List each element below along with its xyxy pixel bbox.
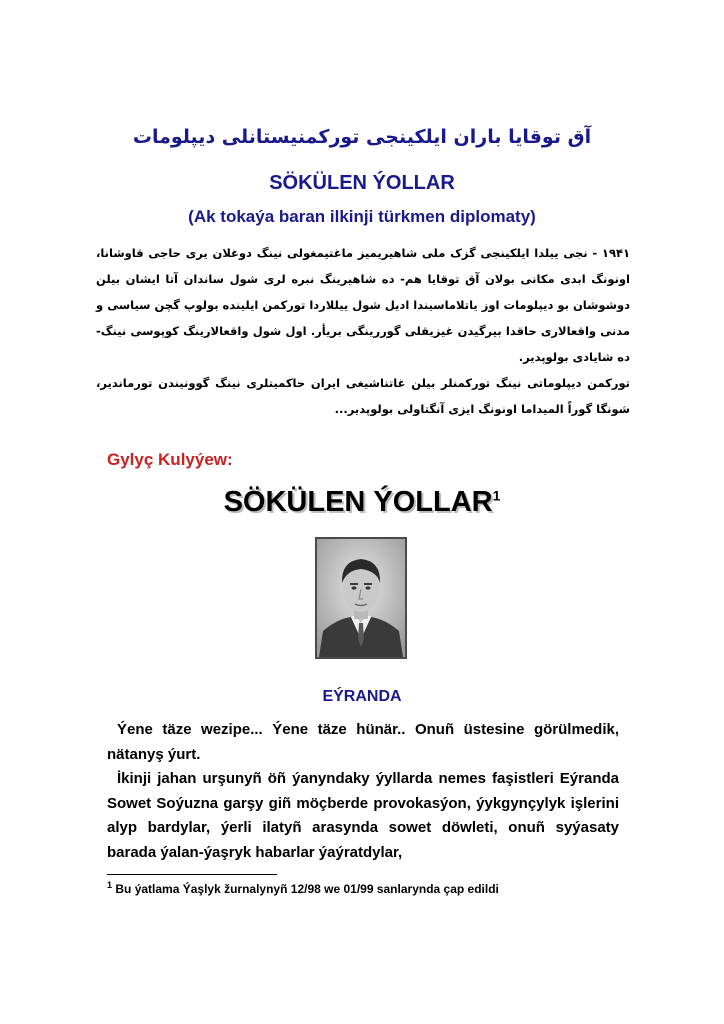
- body-paragraph-1: Ýene täze wezipe... Ýene täze hünär.. Onuñ üstesine görülmedik, nätanyş ýurt.: [107, 721, 619, 763]
- arabic-intro-paragraph-1: ١٩۴١ - نجى ييلدا ايلكينجى گزک ملی شاهيريميز ماغتيمغولى نينگ دوغلان يرى حاجى قاوشانا، اونونگ ابدى مکانی بولان آق توقايا هم- ده شاهيرينگ نبره لرى شول ساندان آتا ايشان بيلن دوشوشان بو ديپلومات اوز ياتلاماسيندا اديل شول ييللاردا توركمن ايلينده بولوپ گچن سياسى و مدنى واقعالارى حاقدا بيرگيدن غيزيقلى گوررينگى بريأر. اول شول واقعالارينگ کوپوسى نينگ- ده شايادى بولوپدير.: [96, 246, 630, 364]
- arabic-intro: [96, 240, 630, 422]
- page-title: SÖKÜLEN ÝOLLAR: [269, 172, 455, 194]
- portrait-photo: [315, 537, 407, 659]
- section-heading: EÝRANDA: [322, 688, 402, 705]
- footnote: [107, 880, 499, 896]
- arabic-title: آق توقايا باران ايلكينجى توركمنيستانلى ديپلومات: [132, 126, 592, 148]
- author-name: Gylyç Kulyýew:: [107, 450, 233, 469]
- arabic-intro-paragraph-2: توركمن ديپلوماتى نينگ توركمنلر بيلن غاتناشيغى ايران حاکميتلرى نينگ گوونيندن تورماندير، شونگا گوراً الميداما اونونگ ايزى آنگتاولى بولوپدير...: [96, 376, 630, 416]
- footnote-text: Bu ýatlama Ýaşlyk žurnalynyñ 12/98 we 01/99 sanlarynda çap edildi: [115, 882, 499, 896]
- article-title-text: SÖKÜLEN ÝOLLAR: [223, 486, 493, 518]
- footnote-mark: 1: [107, 880, 113, 890]
- article-title: [0, 486, 724, 519]
- portrait-image: [317, 539, 405, 657]
- page-subtitle: (Ak tokaýa baran ilkinji türkmen diplomaty): [188, 207, 536, 226]
- footnote-reference: 1: [492, 487, 501, 504]
- body-paragraph-2: İkinji jahan urşunyñ öñ ýanyndaky ýyllarda nemes faşistleri Eýranda Sowet Soýuzna garşy giñ möçberde provokasýon, ýykgynçylyk işlerini alyp bardylar, ýerli ilatyñ arasynda sowet döwleti, onuñ syýasaty barada ýalan-ýaşryk habarlar ýaýratdylar,: [107, 770, 619, 861]
- article-body: [107, 718, 619, 865]
- footnote-divider: [107, 874, 277, 875]
